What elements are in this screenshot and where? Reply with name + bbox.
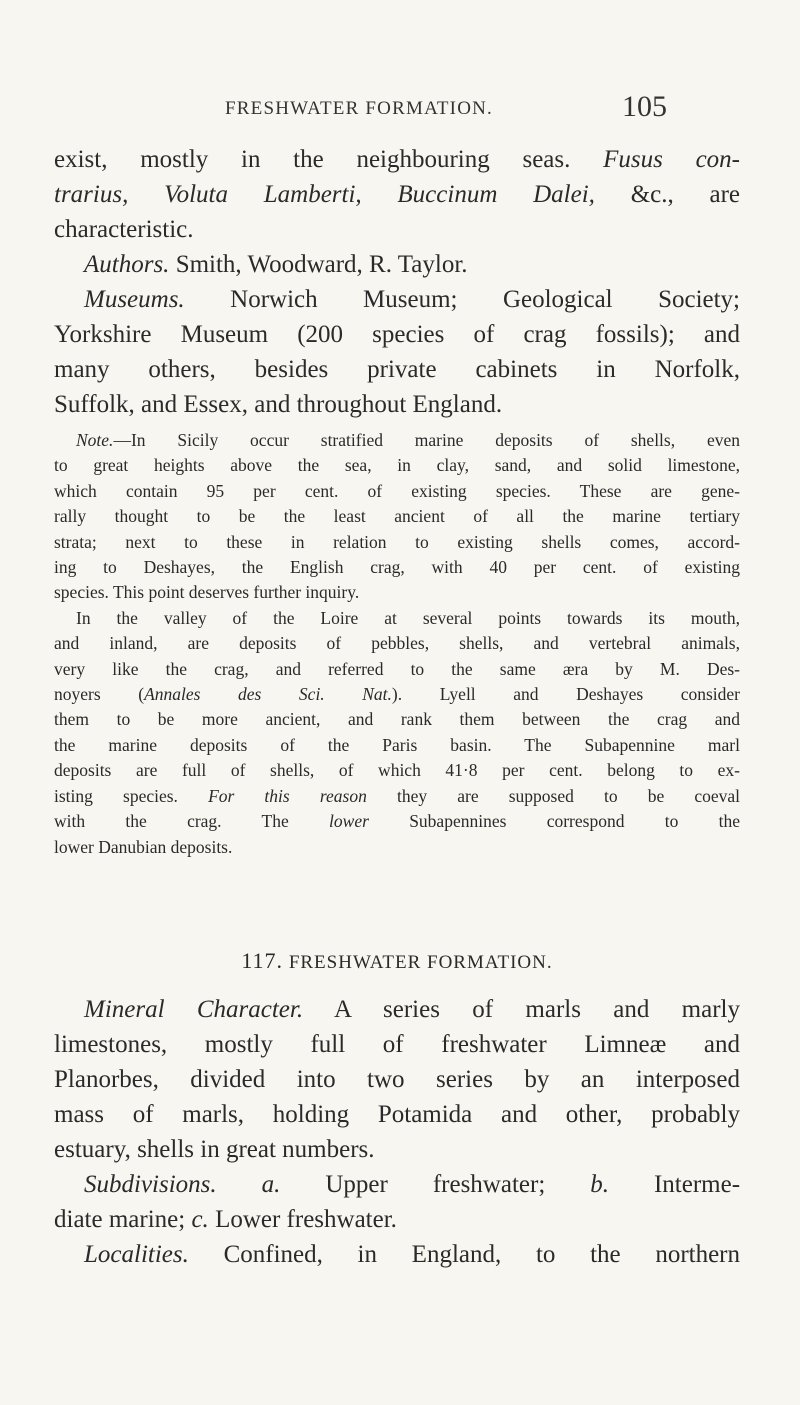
text-line: characteristic. bbox=[54, 216, 194, 243]
note-line: which contain 95 per cent. of existing species. These are gene- bbox=[54, 480, 740, 501]
text-line: Yorkshire Museum (200 species of crag fossils); and bbox=[54, 321, 740, 348]
text-line: many others, besides private cabinets in Norfolk, bbox=[54, 356, 740, 383]
paragraph-continuation bbox=[54, 142, 740, 422]
subdivisions-line: Subdivisions. a. Upper freshwater; b. Interme- bbox=[84, 1171, 741, 1198]
authors-line: Authors. Smith, Woodward, R. Taylor. bbox=[84, 251, 468, 278]
note-line: the marine deposits of the Paris basin. The Subapennine marl bbox=[54, 734, 740, 755]
text-line: estuary, shells in great numbers. bbox=[54, 1136, 375, 1163]
text-line: trarius, Voluta Lamberti, Buccinum Dalei, &c., are bbox=[54, 181, 741, 208]
page-header bbox=[0, 90, 800, 130]
museums-line: Museums. Norwich Museum; Geological Society; bbox=[84, 286, 740, 313]
note-line: strata; next to these in relation to existing shells comes, accord- bbox=[54, 531, 740, 552]
note-line: very like the crag, and referred to the same æra by M. Des- bbox=[54, 658, 740, 679]
text-line: limestones, mostly full of freshwater Limneæ and bbox=[54, 1031, 740, 1058]
note-line: deposits are full of shells, of which 41·8 per cent. belong to ex- bbox=[54, 760, 740, 781]
section-title: FRESHWATER FORMATION. bbox=[288, 952, 553, 973]
section-number: 117. bbox=[241, 948, 284, 973]
text-line: Suffolk, and Essex, and throughout England. bbox=[54, 391, 503, 418]
text-line: mass of marls, holding Potamida and other, probably bbox=[54, 1101, 740, 1128]
note-line: and inland, are deposits of pebbles, shells, and vertebral animals, bbox=[54, 633, 740, 654]
note-line: to great heights above the sea, in clay, sand, and solid limestone, bbox=[54, 455, 740, 476]
note-line: with the crag. The lower Subapennines correspond to the bbox=[54, 811, 741, 832]
text-line: Planorbes, divided into two series by an interposed bbox=[54, 1066, 740, 1093]
section-body bbox=[54, 992, 740, 1272]
note-line: ing to Deshayes, the English crag, with 40 per cent. of existing bbox=[54, 557, 740, 578]
text-line: exist, mostly in the neighbouring seas. Fusus con- bbox=[54, 146, 741, 173]
note-line: rally thought to be the least ancient of all the marine tertiary bbox=[54, 506, 740, 527]
note-line: them to be more ancient, and rank them between the crag and bbox=[54, 709, 740, 730]
section-heading bbox=[54, 948, 740, 974]
note-line: lower Danubian deposits. bbox=[54, 836, 233, 857]
text-line: diate marine; c. Lower freshwater. bbox=[54, 1206, 397, 1233]
note-line: Note.—In Sicily occur stratified marine deposits of shells, even bbox=[76, 430, 740, 450]
note-line: isting species. For this reason they are supposed to be coeval bbox=[54, 785, 741, 806]
note-block bbox=[54, 428, 740, 860]
page-number: 105 bbox=[622, 90, 667, 123]
mineral-line: Mineral Character. A series of marls and marly bbox=[84, 996, 740, 1023]
note-line: In the valley of the Loire at several points towards its mouth, bbox=[76, 607, 740, 628]
running-title: FRESHWATER FORMATION. bbox=[225, 98, 494, 119]
note-line: noyers (Annales des Sci. Nat.). Lyell and Deshayes consider bbox=[54, 684, 741, 705]
localities-line: Localities. Confined, in England, to the northern bbox=[84, 1241, 741, 1268]
note-line: species. This point deserves further inquiry. bbox=[54, 582, 360, 603]
